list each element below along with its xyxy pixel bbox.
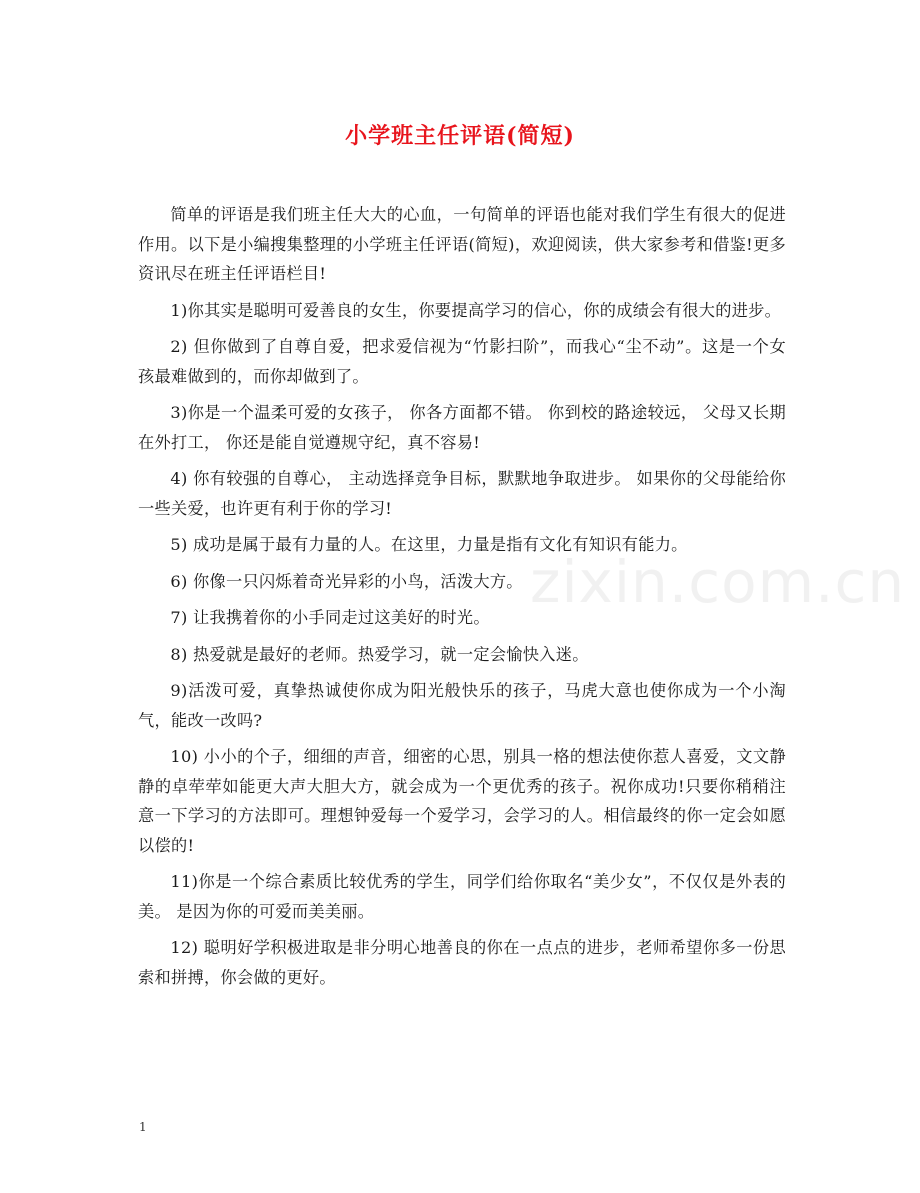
document-body (138, 200, 786, 999)
comment-paragraph: 10) 小小的个子，细细的声音，细密的心思，别具一格的想法使你惹人喜爱，文文静静的卓荦荦如能更大声大胆大方，就会成为一个更优秀的孩子。祝你成功!只要你稍稍注意一下学习的方法即可。理想钟爱每一个爱学习，会学习的人。相信最终的你一定会如愿以偿的! (138, 747, 786, 855)
document-title: 小学班主任评语(简短) (345, 123, 575, 149)
page-number: 1 (139, 1120, 147, 1134)
comment-paragraph: 7) 让我携着你的小手同走过这美好的时光。 (170, 608, 490, 627)
comment-paragraph: 6) 你像一只闪烁着奇光异彩的小鸟，活泼大方。 (170, 571, 523, 591)
comment-paragraph: 3)你是一个温柔可爱的女孩子， 你各方面都不错。 你到校的路途较远， 父母又长期在外打工， 你还是能自觉遵规守纪，真不容易! (138, 403, 786, 452)
comment-paragraph: 1)你其实是聪明可爱善良的女生，你要提高学习的信心，你的成绩会有很大的进步。 (170, 300, 782, 320)
comment-paragraph: 8) 热爱就是最好的老师。热爱学习，就一定会愉快入迷。 (170, 644, 589, 664)
comment-paragraph: 2) 但你做到了自尊自爱，把求爱信视为“竹影扫阶”，而我心“尘不动”。这是一个女孩最难做到的，而你却做到了。 (138, 337, 786, 386)
comment-paragraph: 9)活泼可爱，真挚热诚使你成为阳光般快乐的孩子，马虎大意也使你成为一个小淘气，能改一改吗? (138, 681, 786, 730)
comment-paragraph: 12) 聪明好学积极进取是非分明心地善良的你在一点点的进步，老师希望你多一份思索和拼搏，你会做的更好。 (138, 938, 786, 987)
intro-paragraph: 简单的评语是我们班主任大大的心血，一句简单的评语也能对我们学生有很大的促进作用。以下是小编搜集整理的小学班主任评语(简短)，欢迎阅读，供大家参考和借鉴!更多资讯尽在班主任评语栏目! (138, 205, 786, 283)
comment-paragraph: 5) 成功是属于最有力量的人。在这里，力量是指有文化有知识有能力。 (170, 535, 688, 554)
watermark: zixin.com.cn (530, 548, 906, 616)
comment-paragraph: 11)你是一个综合素质比较优秀的学生，同学们给你取名“美少女”，不仅仅是外表的美。 是因为你的可爱而美美丽。 (138, 872, 786, 921)
comment-paragraph: 4) 你有较强的自尊心， 主动选择竞争目标，默默地争取进步。 如果你的父母能给你一些关爱，也许更有利于你的学习! (138, 469, 786, 518)
